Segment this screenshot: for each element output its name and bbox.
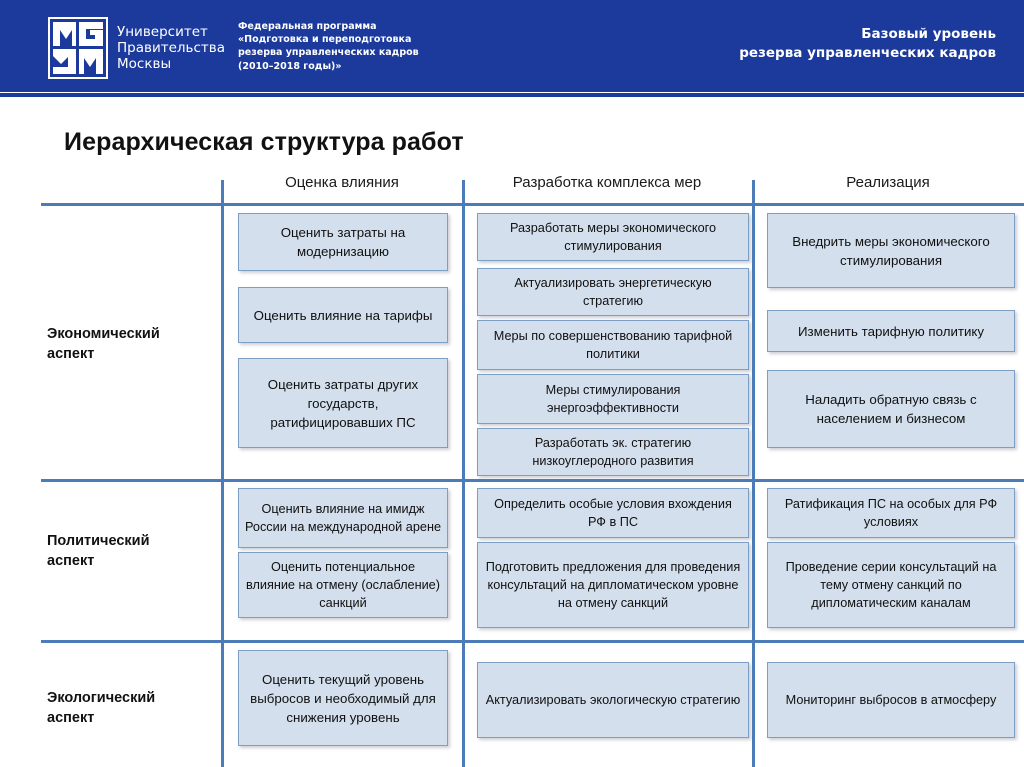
task-card[interactable]: Меры по совершенствованию тарифной политики: [477, 320, 749, 370]
row-label-political-line-2: аспект: [47, 553, 95, 569]
reserve-level-text: [739, 25, 996, 63]
grid-divider-1: [221, 180, 224, 767]
task-card[interactable]: Внедрить меры экономического стимулирования: [767, 213, 1015, 288]
page-title: Иерархическая структура работ: [64, 128, 464, 156]
task-card[interactable]: Наладить обратную связь с населением и бизнесом: [767, 370, 1015, 448]
header-accent-band: [0, 93, 1024, 97]
column-header-assessment: Оценка влияния: [285, 174, 399, 191]
task-card[interactable]: Оценить текущий уровень выбросов и необходимый для снижения уровень: [238, 650, 448, 746]
program-line-1: Федеральная программа: [238, 21, 377, 32]
program-line-4: (2010–2018 годы)»: [238, 60, 342, 72]
row-label-ecological-line-2: аспект: [47, 710, 95, 726]
grid-rule-top: [41, 203, 1024, 206]
task-card[interactable]: Изменить тарифную политику: [767, 310, 1015, 352]
university-logo: [48, 17, 225, 79]
task-card[interactable]: Мониторинг выбросов в атмосферу: [767, 662, 1015, 738]
task-card[interactable]: Проведение серии консультаций на тему отмену санкций по дипломатическим каналам: [767, 542, 1015, 628]
grid-rule-row1: [41, 479, 1024, 482]
row-label-economic-line-1: Экономический: [47, 326, 160, 342]
task-card[interactable]: Оценить влияние на тарифы: [238, 287, 448, 343]
task-card[interactable]: Оценить влияние на имидж России на международной арене: [238, 488, 448, 548]
grid-divider-2: [462, 180, 465, 767]
logo-line-1: Университет: [117, 24, 208, 40]
row-label-economic: [47, 324, 160, 364]
grid-rule-row2: [41, 640, 1024, 643]
task-card[interactable]: Оценить затраты на модернизацию: [238, 213, 448, 271]
logo-line-3: Москвы: [117, 56, 172, 72]
mgu-logo-icon: [48, 17, 108, 79]
task-card[interactable]: Определить особые условия вхождения РФ в ПС: [477, 488, 749, 538]
row-label-economic-line-2: аспект: [47, 346, 95, 362]
row-label-ecological: [47, 688, 155, 728]
page-header: [0, 0, 1024, 91]
task-card[interactable]: Ратификация ПС на особых для РФ условиях: [767, 488, 1015, 538]
task-card[interactable]: Разработать эк. стратегию низкоуглеродного развития: [477, 428, 749, 476]
task-card[interactable]: Подготовить предложения для проведения консультаций на дипломатическом уровне на отмену санкций: [477, 542, 749, 628]
column-header-implementation: Реализация: [846, 174, 930, 191]
grid-divider-3: [752, 180, 755, 767]
task-card[interactable]: Оценить затраты других государств, ратифицировавших ПС: [238, 358, 448, 448]
task-card[interactable]: Разработать меры экономического стимулирования: [477, 213, 749, 261]
task-card[interactable]: Актуализировать энергетическую стратегию: [477, 268, 749, 316]
wbs-grid: [41, 168, 1024, 767]
task-card[interactable]: Меры стимулирования энергоэффективности: [477, 374, 749, 424]
federal-program-text: [238, 20, 488, 73]
task-card[interactable]: Оценить потенциальное влияние на отмену (ослабление) санкций: [238, 552, 448, 618]
program-line-3: резерва управленческих кадров: [238, 47, 419, 59]
level-line-1: Базовый уровень: [861, 26, 996, 42]
program-line-2: «Подготовка и переподготовка: [238, 34, 412, 46]
logo-line-2: Правительства: [117, 40, 225, 56]
row-label-ecological-line-1: Экологический: [47, 690, 156, 706]
task-card[interactable]: Актуализировать экологическую стратегию: [477, 662, 749, 738]
level-line-2: резерва управленческих кадров: [739, 45, 996, 61]
row-label-political-line-1: Политический: [47, 533, 150, 549]
column-header-measures: Разработка комплекса мер: [512, 174, 702, 191]
row-label-political: [47, 531, 150, 571]
university-logo-text: [117, 24, 225, 72]
